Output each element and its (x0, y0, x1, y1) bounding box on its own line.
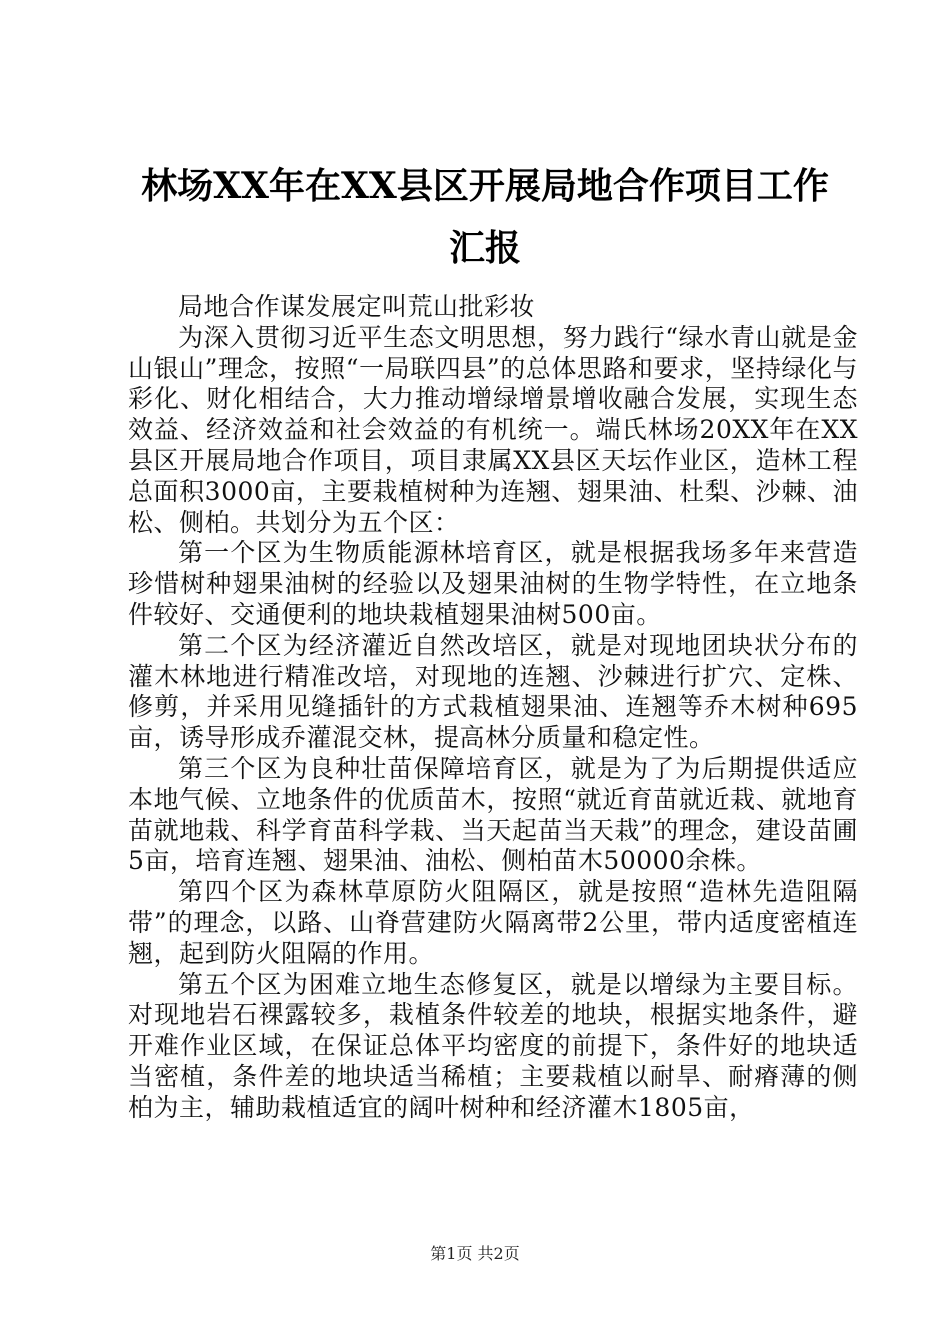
zone-4-paragraph: 第四个区为森林草原防火阻隔区，就是按照“造林先造阻隔带”的理念，以路、山脊营建防火隔离带2公里，带内适度密植连翘，起到防火阻隔的作用。 (128, 877, 858, 968)
intro-paragraph: 为深入贯彻习近平生态文明思想，努力践行“绿水青山就是金山银山”理念，按照“一局联四县”的总体思路和要求，坚持绿化与彩化、财化相结合，大力推动增绿增景增收融合发展，实现生态效益、经济效益和社会效益的有机统一。端氏林场20XX年在XX县区开展局地合作项目，项目隶属XX县区天坛作业区，造林工程总面积3000亩，主要栽植树种为连翘、翅果油、杜梨、沙棘、油松、侧柏。共划分为五个区： (128, 322, 858, 537)
page-footer: 第1页 共2页 (430, 1244, 520, 1263)
document-body (128, 292, 858, 1124)
zone-1-paragraph: 第一个区为生物质能源林培育区，就是根据我场多年来营造珍惜树种翅果油树的经验以及翅果油树的生物学特性，在立地条件较好、交通便利的地块栽植翅果油树500亩。 (128, 538, 858, 629)
document-title: 林场XX年在XX县区开展局地合作项目工作汇报 (141, 165, 829, 269)
zone-3-paragraph: 第三个区为良种壮苗保障培育区，就是为了为后期提供适应本地气候、立地条件的优质苗木，按照“就近育苗就近栽、就地育苗就地栽、科学育苗科学栽、当天起苗当天栽”的理念，建设苗圃5亩，培育连翘、翅果油、油松、侧柏苗木50000余株。 (128, 753, 858, 876)
zone-5-paragraph: 第五个区为困难立地生态修复区，就是以增绿为主要目标。对现地岩石裸露较多，栽植条件较差的地块，根据实地条件，避开难作业区域，在保证总体平均密度的前提下，条件好的地块适当密植，条件差的地块适当稀植；主要栽植以耐旱、耐瘠薄的侧柏为主，辅助栽植适宜的阔叶树种和经济灌木1805亩， (128, 969, 858, 1122)
subtitle-paragraph: 局地合作谋发展定叫荒山批彩妆 (178, 292, 536, 321)
zone-2-paragraph: 第二个区为经济灌近自然改培区，就是对现地团块状分布的灌木林地进行精准改培，对现地的连翘、沙棘进行扩穴、定株、修剪，并采用见缝插针的方式栽植翅果油、连翘等乔木树种695亩，诱导形成乔灌混交林，提高林分质量和稳定性。 (128, 630, 858, 753)
